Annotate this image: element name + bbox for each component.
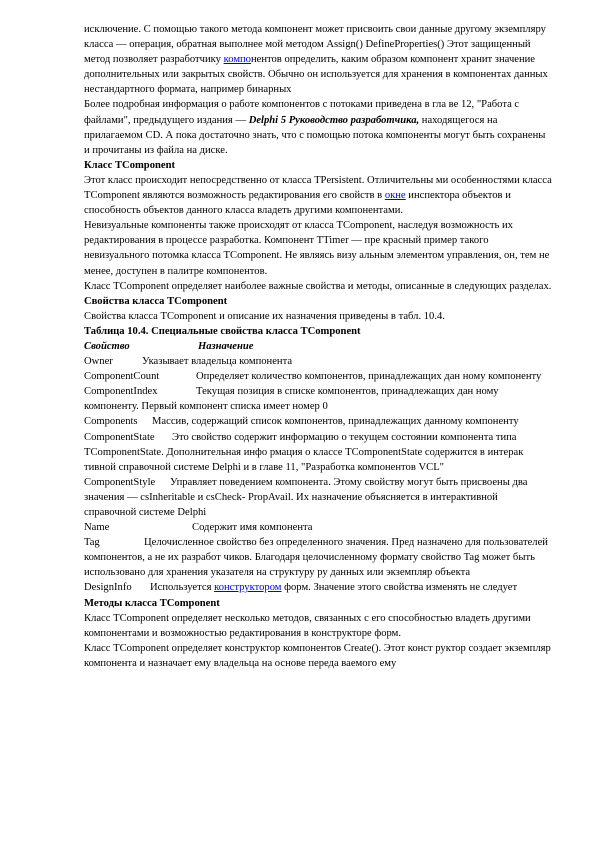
table-row xyxy=(84,354,552,369)
text-run: Этот класс происходит непосредственно от класса TPersistent. Отличительны ми особенностями класса TComponent являются возможность редактирования его свойств в xyxy=(84,174,552,202)
property-name: DesignInfo xyxy=(84,582,132,594)
heading-methods: Методы класса TComponent xyxy=(84,597,220,609)
property-description: Текущая позиция в списке компонентов, принадлежащих дан ному компоненту. Первый компонент списка имеет номер 0 xyxy=(84,386,499,413)
link-components[interactable]: компо xyxy=(223,54,251,66)
table-row xyxy=(84,520,552,535)
text-run: находящегося на прилагаемом CD. А пока достаточно знать, что с помощью потока компоненты могут быть сохранены и прочитаны из файла на диске. xyxy=(84,114,546,156)
property-description: Целочисленное свойство без определенного значения. Пред назначено для пользователей компонентов, а не их разработ чиков. Благодаря целочисленному формату свойство Tag может быть использовано для хранения указателя на структуру ру данных или экземпляр объекта xyxy=(84,537,548,579)
paragraph-properties-ref: Свойства класса TComponent и описание их назначения приведены в табл. 10.4. xyxy=(84,310,445,322)
property-name: Tag xyxy=(84,537,100,549)
text-run: Более подробная информация о работе компонентов с потоками приведена в гла ве 12, "Работа с файлами", предыдущего издания — xyxy=(84,99,520,126)
paragraph-constructor: Класс TComponent определяет конструктор компонентов Create(). Этот конст руктор создает экземпляр компонента и назначает ему владельца на основе переда ваемого ему xyxy=(84,642,551,669)
paragraph-nonvisual: Невизуальные компоненты также происходят от класса TComponent, наследуя возможность их редактирования в процессе разработка. Компонент TTimer — пре красный пример такого невизуального потомка класса TComponent. Не являясь визу альным элементом управления, он, тем не менее, доступен в палитре компонентов. xyxy=(84,220,550,277)
table-row xyxy=(84,384,552,414)
table-row xyxy=(84,535,552,580)
text-run: инспектора объектов и способность объектов данного класса владеть другими компонентами. xyxy=(84,190,511,217)
property-name: Owner xyxy=(84,356,113,368)
table-row xyxy=(84,369,552,384)
table-row xyxy=(84,430,552,475)
heading-class-tcomponent: Класс TComponent xyxy=(84,159,176,171)
book-title: Delphi 5 Руководство разработчика, xyxy=(248,114,420,126)
paragraph-methods-ownership: Класс TComponent определяет несколько методов, связанных с его способностью владеть другими компонентами и возможностью редактирования в конструкторе форм. xyxy=(84,612,531,639)
column-header-purpose: Назначение xyxy=(198,340,254,352)
text-run: Используется xyxy=(150,582,215,594)
paragraph-define-properties xyxy=(84,22,552,97)
property-description: Указывает владельца компонента xyxy=(142,356,293,368)
paragraph-streams xyxy=(84,97,552,157)
table-row xyxy=(84,475,552,520)
property-description: Содержит имя компонента xyxy=(192,522,313,534)
document-page xyxy=(84,22,552,671)
heading-properties: Свойства класса TComponent xyxy=(84,295,228,307)
text-run: нентов определить, каким образом компонент хранит значение дополнительных или закрытых свойств. Обычно он используется для хранения в компонентах данных нестандартного формата, например бинарных xyxy=(84,54,548,96)
link-window[interactable]: окне xyxy=(384,190,406,202)
property-name: ComponentCount xyxy=(84,371,160,383)
text-run: исключение. С помощью такого метода компонент может присвоить свои данные другому экземпляру класса — операция, обратная выполнее мой методом Assign() DefineProperties() Этот защищенный метод позволяет разработчику xyxy=(84,24,546,66)
property-description: Массив, содержащий список компонентов, принадлежащих данному компоненту xyxy=(152,416,519,428)
property-name: ComponentState xyxy=(84,431,155,443)
paragraph-class-origin xyxy=(84,173,552,218)
text-run: форм. Значение этого свойства изменять не следует xyxy=(281,582,518,594)
link-designer[interactable]: конструктором xyxy=(214,582,282,594)
property-name: Name xyxy=(84,522,110,534)
table-header xyxy=(84,339,552,354)
property-name: ComponentIndex xyxy=(84,386,158,398)
property-name: ComponentStyle xyxy=(84,476,156,488)
paragraph-methods-intro: Класс TComponent определяет наиболее важные свойства и методы, описанные в следующих разделах. xyxy=(84,280,552,292)
property-description: Управляет поведением компонента. Этому свойству могут быть присвоены два значения — csInheritable и csCheck- PropAvail. Их назначение объясняется в интерактивной справочной системе Delphi xyxy=(84,476,528,518)
property-description: Это свойство содержит информацию о текущем состоянии компонента типа TComponentState. Дополнительная инфо рмация о классе TComponentState содержится в интерак тивной справочной системе Delphi и в главе 11, "Разработка компонентов VCL" xyxy=(84,431,524,473)
table-row xyxy=(84,414,552,429)
property-name: Components xyxy=(84,416,138,428)
table-caption: Таблица 10.4. Специальные свойства класса TComponent xyxy=(84,325,361,337)
property-description: Определяет количество компонентов, принадлежащих дан ному компоненту xyxy=(196,371,542,383)
table-row xyxy=(84,580,552,595)
column-header-property: Свойство xyxy=(84,340,130,352)
